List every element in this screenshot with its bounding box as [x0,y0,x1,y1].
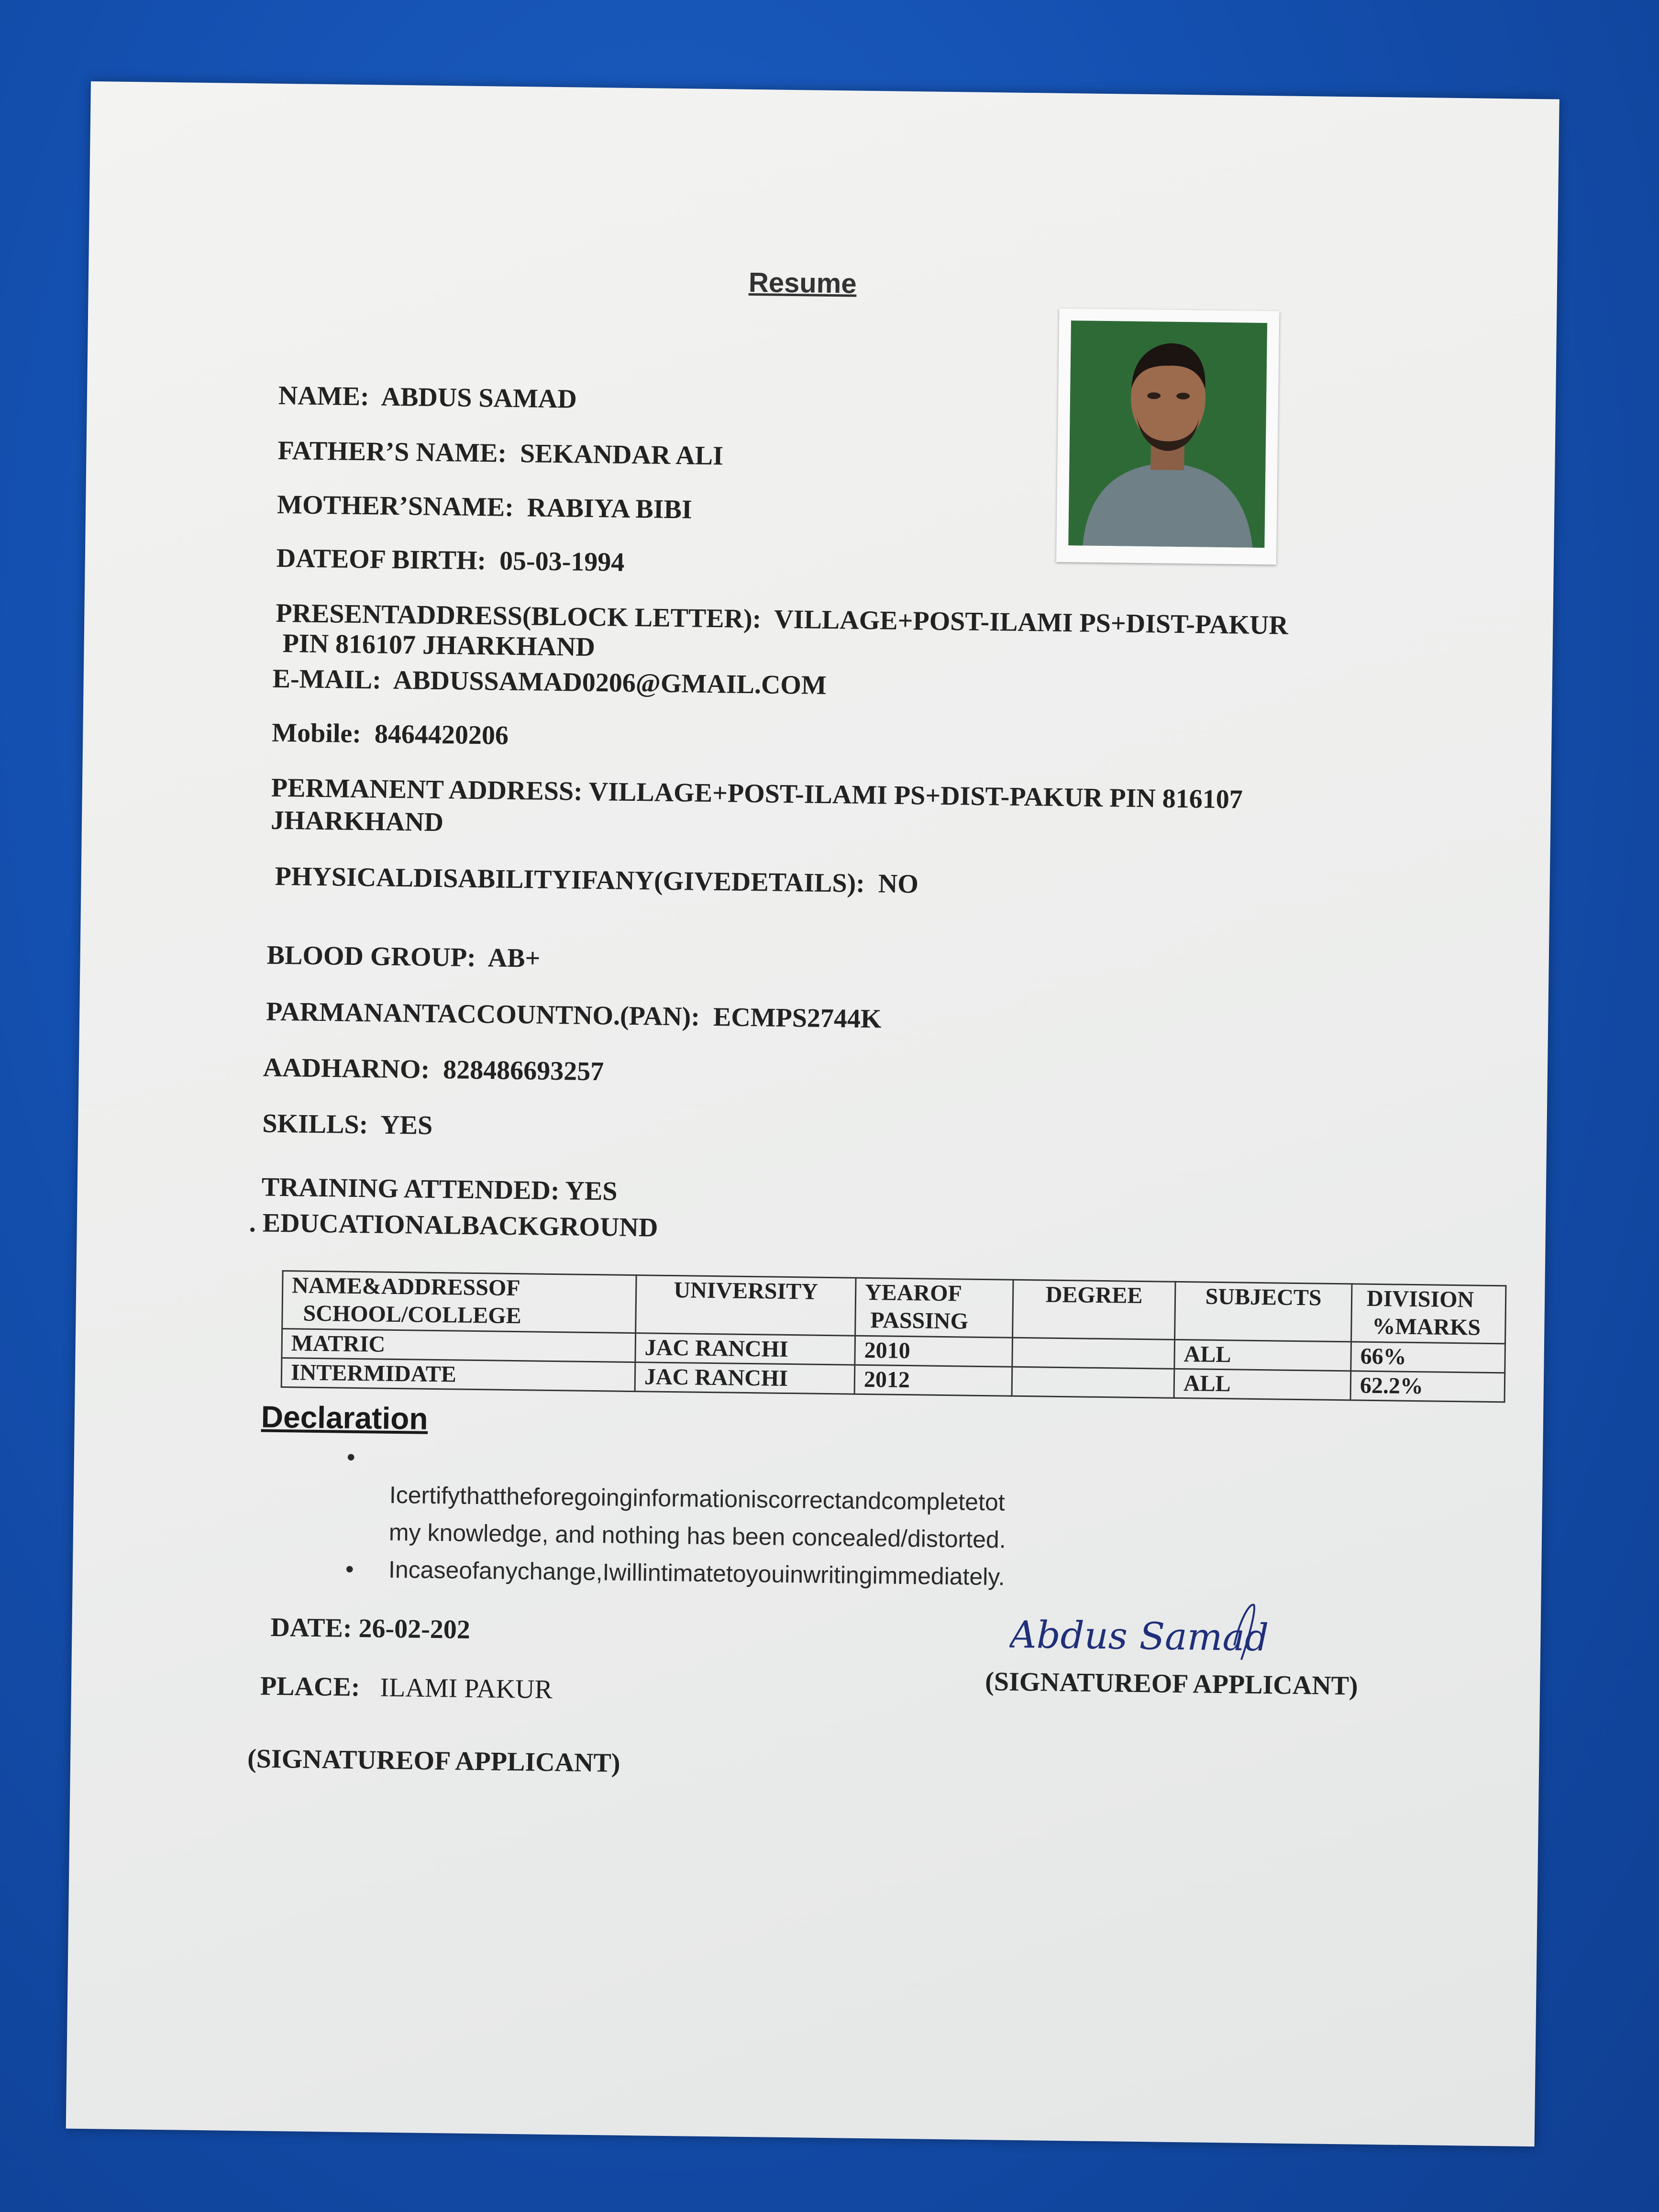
field-pan-label: PARMANANTACCOUNTNO.(PAN): [265,996,700,1032]
date-label: DATE: [270,1612,352,1643]
cell-university: JAC RANCHI [635,1362,855,1394]
signature-text: Abdus Samad [1009,1613,1269,1660]
field-aadhar-label: AADHARNO: [263,1052,430,1084]
declaration-item-1-line2: my knowledge, and nothing has been concealed/distorted. [388,1518,1006,1553]
cell-marks: 62.2% [1350,1371,1505,1402]
signature-label-left: (SIGNATUREOF APPLICANT) [247,1744,620,1778]
field-mobile-value: 8464420206 [374,719,509,751]
cell-degree [1012,1367,1174,1398]
field-disability [275,861,918,899]
education-table [281,1270,1507,1403]
resume-paper [66,81,1559,2146]
col-year-header-line1: YEAROF [864,1279,962,1306]
field-training [261,1172,617,1207]
cell-name: INTERMIDATE [281,1358,635,1392]
field-permanent-address-line2: JHARKHAND [270,805,444,838]
field-permanent-address-label: PERMANENT ADDRESS: [271,773,583,807]
field-name-value: ABDUS SAMAD [381,382,577,414]
field-name-label: NAME: [278,380,370,412]
person-portrait-icon [1068,321,1267,548]
bullet-icon: • [346,1443,355,1471]
field-email-value: ABDUSSAMAD0206@GMAIL.COM [393,665,827,700]
signature-label-right: (SIGNATUREOF APPLICANT) [984,1667,1358,1701]
field-aadhar [263,1052,604,1087]
resume-title: Resume [748,266,857,299]
cell-degree [1012,1338,1175,1369]
declaration-list [345,1439,1007,1596]
field-present-address-line2: PIN 816107 JHARKHAND [282,628,596,662]
col-subjects-header: SUBJECTS [1175,1282,1352,1341]
col-year-header-line2: PASSING [870,1307,969,1334]
col-division-header-line1: DIVISION [1366,1285,1474,1313]
field-mother-label: MOTHER’SNAME: [276,489,514,522]
declaration-item-1-line1: Icertifythattheforegoinginformationiscorrectandcompletetot [389,1481,1005,1516]
place-label: PLACE: [260,1671,360,1703]
declaration-item-2: Incaseofanychange,Iwillintimatetoyouinwritingimmediately. [388,1556,1005,1591]
cell-name: MATRIC [282,1329,636,1362]
field-dob-label: DATEOF BIRTH: [276,543,487,576]
field-blood-group-label: BLOOD GROUP: [266,940,476,973]
field-pan-value: ECMPS2744K [713,1002,882,1034]
field-mobile-label: Mobile: [272,718,362,749]
field-dob-value: 05-03-1994 [499,546,625,577]
col-division-header [1351,1284,1506,1344]
field-name [278,380,577,415]
field-training-value: YES [565,1176,618,1206]
handwritten-signature [1009,1590,1278,1675]
place-value: ILAMI PAKUR [380,1672,553,1705]
place-line [260,1671,553,1705]
declaration-heading: Declaration [261,1399,428,1436]
field-blood-group-value: AB+ [487,943,541,973]
field-disability-label: PHYSICALDISABILITYIFANY(GIVEDETAILS): [275,861,865,898]
field-skills [262,1108,433,1141]
field-blood-group [266,940,540,974]
cell-subjects: ALL [1174,1339,1351,1371]
col-university-header: UNIVERSITY [636,1275,856,1336]
cell-year: 2010 [855,1336,1013,1367]
col-year-header [855,1278,1013,1338]
col-name-header-line1: NAME&ADDRESSOF [291,1272,520,1301]
col-degree-header: DEGREE [1013,1280,1175,1339]
date-line [270,1612,470,1645]
cell-university: JAC RANCHI [635,1333,855,1365]
col-name-header [282,1271,636,1333]
field-father-value: SEKANDAR ALI [520,439,724,471]
cell-subjects: ALL [1174,1369,1351,1400]
field-skills-value: YES [380,1110,433,1140]
cell-year: 2012 [854,1365,1012,1396]
field-present-address-value: VILLAGE+POST-ILAMI PS+DIST-PAKUR [774,604,1289,641]
field-pan [266,996,882,1035]
field-skills-label: SKILLS: [262,1108,368,1140]
field-disability-value: NO [878,869,919,899]
education-heading: . EDUCATIONALBACKGROUND [249,1208,658,1243]
field-dob [276,543,624,578]
field-permanent-address-value: VILLAGE+POST-ILAMI PS+DIST-PAKUR PIN 816107 [588,776,1243,815]
field-father [277,435,723,471]
col-division-header-line2: %MARKS [1372,1313,1481,1340]
field-father-label: FATHER’S NAME: [277,435,507,468]
col-name-header-line2: SCHOOL/COLLEGE [303,1300,521,1329]
date-value: 26-02-202 [358,1614,471,1645]
cell-marks: 66% [1351,1342,1505,1373]
field-mother-value: RABIYA BIBI [527,493,693,525]
field-mother [277,489,692,525]
field-email-label: E-MAIL: [272,664,382,695]
field-present-address-label: PRESENTADDRESS(BLOCK LETTER): [276,598,762,634]
applicant-photo [1056,309,1279,565]
bullet-icon: • [345,1555,354,1582]
field-email [272,664,827,701]
list-item [345,1551,1006,1596]
field-training-label: TRAINING ATTENDED: [261,1172,560,1206]
field-mobile [272,718,509,751]
field-aadhar-value: 828486693257 [442,1055,604,1087]
